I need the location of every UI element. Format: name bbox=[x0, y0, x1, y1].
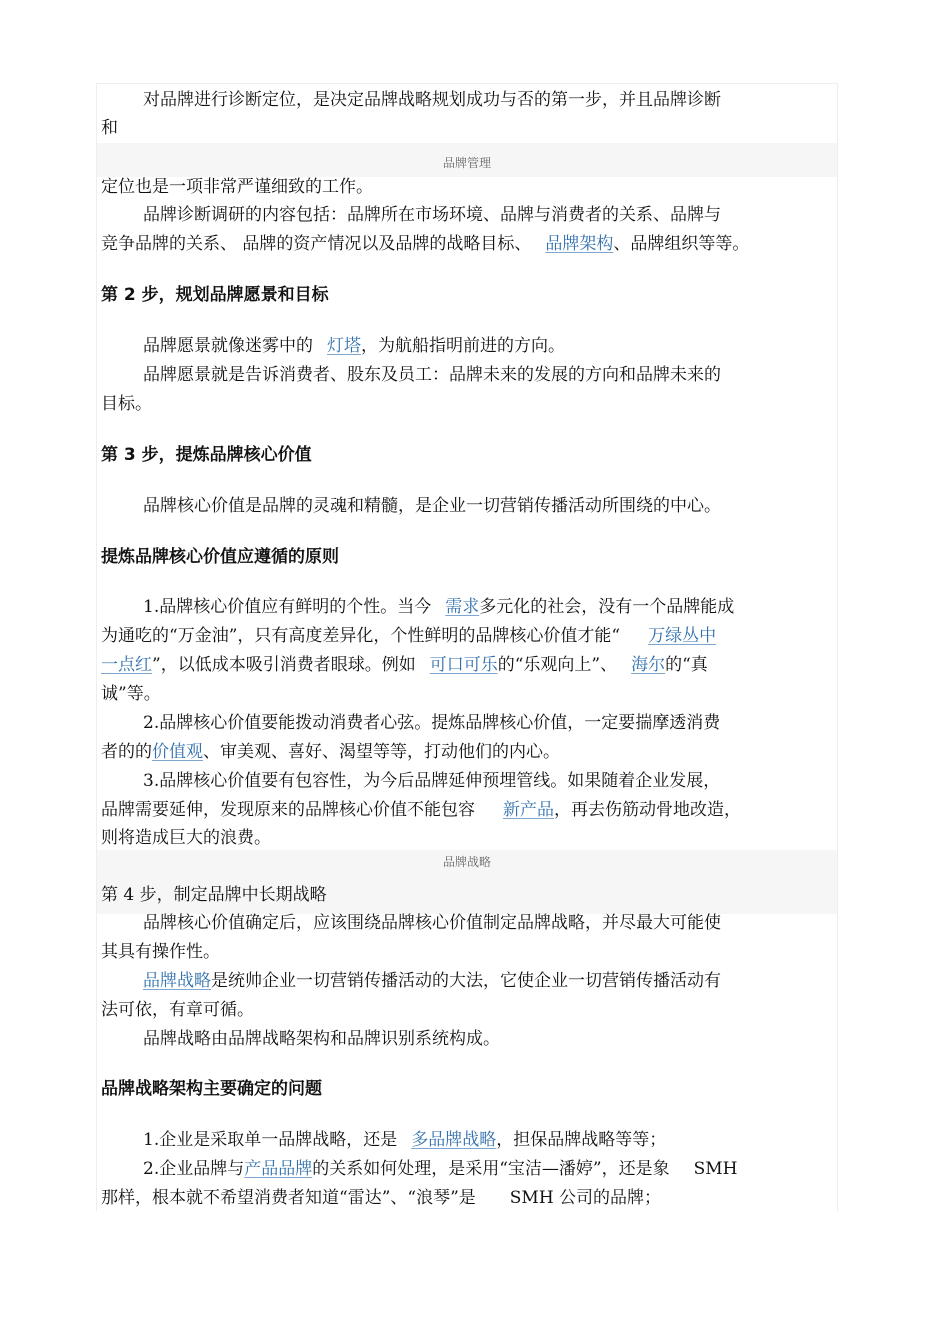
banner-label: 品牌管理 bbox=[442, 156, 491, 170]
para-strategy2-line2 bbox=[101, 998, 254, 1022]
principle-1-line3 bbox=[101, 653, 708, 677]
question-2-line1 bbox=[143, 1157, 738, 1181]
para-strategy2-line1 bbox=[143, 969, 721, 993]
text: 法可依，有章可循。 bbox=[101, 1000, 254, 1020]
principle-3-line3 bbox=[101, 826, 271, 850]
principle-3-line1 bbox=[143, 769, 720, 793]
heading-step-2 bbox=[101, 283, 329, 307]
text: ，担保品牌战略等等； bbox=[496, 1130, 667, 1150]
text: 品牌战略由品牌战略架构和品牌识别系统构成。 bbox=[143, 1029, 500, 1049]
text: 是统帅企业一切营销传播活动的大法，它使企业一切营销传播活动有 bbox=[211, 971, 721, 991]
text: SMH bbox=[693, 1159, 738, 1179]
text: 定位也是一项非常严谨细致的工作。 bbox=[101, 177, 373, 197]
link-brand-strategy[interactable]: 品牌战略 bbox=[143, 971, 211, 991]
text: 1.品牌核心价值应有鲜明的个性。当今 bbox=[143, 597, 432, 617]
text: 的“真 bbox=[665, 655, 708, 675]
heading-architecture-questions bbox=[101, 1077, 322, 1101]
heading-text: 品牌战略架构主要确定的问题 bbox=[101, 1079, 322, 1099]
text: 、审美观、喜好、渴望等等，打动他们的内心。 bbox=[203, 742, 560, 762]
document-page bbox=[96, 83, 838, 1211]
para-diagnosis-line3 bbox=[101, 175, 373, 199]
principle-2-line1 bbox=[143, 711, 720, 735]
text: 1.企业是采取单一品牌战略，还是 bbox=[143, 1130, 398, 1150]
para-strategy-line1 bbox=[143, 911, 721, 935]
heading-principles bbox=[101, 545, 339, 569]
heading-text: 第 3 步，提炼品牌核心价值 bbox=[101, 445, 312, 465]
text: 竞争品牌的关系、 品牌的资产情况以及品牌的战略目标、 bbox=[101, 234, 532, 254]
link-wanlvcongzhong[interactable]: 万绿丛中 bbox=[648, 626, 717, 646]
para-vision2-line1 bbox=[143, 363, 721, 387]
link-lighthouse[interactable]: 灯塔 bbox=[327, 336, 361, 356]
text: 2.品牌核心价值要能拨动消费者心弦。提炼品牌核心价值，一定要揣摩透消费 bbox=[143, 713, 721, 733]
link-yidianhong[interactable]: 一点红 bbox=[101, 655, 152, 675]
principle-1-line2 bbox=[101, 624, 716, 648]
heading-step-4 bbox=[101, 883, 327, 907]
text: 那样，根本就不希望消费者知道“雷达”、“浪琴”是 bbox=[101, 1188, 476, 1208]
para-research-line2 bbox=[101, 232, 749, 256]
text: 和 bbox=[101, 118, 118, 138]
link-brand-architecture[interactable]: 品牌架构 bbox=[545, 234, 614, 254]
question-1 bbox=[143, 1128, 666, 1152]
para-vision-line1 bbox=[143, 334, 565, 358]
text: 诚”等。 bbox=[101, 684, 161, 704]
text: 品牌愿景就是告诉消费者、股东及员工：品牌未来的发展的方向和品牌未来的 bbox=[143, 365, 721, 385]
heading-step-3 bbox=[101, 443, 312, 467]
text: 目标。 bbox=[101, 394, 152, 414]
text: ，再去伤筋动骨地改造， bbox=[554, 800, 741, 820]
principle-3-line2 bbox=[101, 798, 741, 822]
text: 对品牌进行诊断定位，是决定品牌战略规划成功与否的第一步，并且品牌诊断 bbox=[143, 90, 721, 110]
link-values[interactable]: 价值观 bbox=[152, 742, 203, 762]
para-vision2-line2 bbox=[101, 392, 152, 416]
text: 的关系如何处理，是采用“宝洁—潘婷”，还是象 bbox=[312, 1159, 670, 1179]
link-coca-cola[interactable]: 可口可乐 bbox=[429, 655, 498, 675]
heading-text: 提炼品牌核心价值应遵循的原则 bbox=[101, 547, 339, 567]
text: 品牌诊断调研的内容包括：品牌所在市场环境、品牌与消费者的关系、品牌与 bbox=[143, 205, 721, 225]
principle-2-line2 bbox=[101, 740, 560, 764]
text: SMH 公司的品牌； bbox=[509, 1188, 662, 1208]
para-research-line1 bbox=[143, 203, 721, 227]
text: ，为航船指明前进的方向。 bbox=[361, 336, 565, 356]
question-2-line2 bbox=[101, 1186, 661, 1210]
text: 者的的 bbox=[101, 742, 152, 762]
banner-label: 品牌战略 bbox=[442, 855, 491, 869]
text: 则将造成巨大的浪费。 bbox=[101, 828, 271, 848]
text: 为通吃的“万金油”，只有高度差异化，个性鲜明的品牌核心价值才能“ bbox=[101, 626, 621, 646]
para-diagnosis-line1 bbox=[143, 88, 721, 112]
text: 品牌核心价值确定后，应该围绕品牌核心价值制定品牌战略，并尽最大可能使 bbox=[143, 913, 721, 933]
text: 的“乐观向上”、 bbox=[497, 655, 618, 675]
link-demand[interactable]: 需求 bbox=[445, 597, 480, 617]
section-banner-brand-management bbox=[97, 143, 837, 177]
link-multi-brand-strategy[interactable]: 多品牌战略 bbox=[411, 1130, 497, 1150]
text: 、品牌组织等等。 bbox=[613, 234, 750, 254]
text: 3.品牌核心价值要有包容性，为今后品牌延伸预埋管线。如果随着企业发展， bbox=[143, 771, 721, 791]
para-strategy3 bbox=[143, 1027, 500, 1051]
para-strategy-line2 bbox=[101, 940, 220, 964]
text: 2.企业品牌与 bbox=[143, 1159, 245, 1179]
link-product-brand[interactable]: 产品品牌 bbox=[244, 1159, 313, 1179]
text: 多元化的社会，没有一个品牌能成 bbox=[479, 597, 735, 617]
text: 品牌需要延伸，发现原来的品牌核心价值不能包容 bbox=[101, 800, 475, 820]
text: ”，以低成本吸引消费者眼球。例如 bbox=[152, 655, 416, 675]
heading-text: 第 4 步，制定品牌中长期战略 bbox=[101, 885, 327, 905]
principle-1-line1 bbox=[143, 595, 734, 619]
principle-1-line4 bbox=[101, 682, 161, 706]
text: 品牌核心价值是品牌的灵魂和精髓，是企业一切营销传播活动所围绕的中心。 bbox=[143, 496, 721, 516]
text: 其具有操作性。 bbox=[101, 942, 220, 962]
para-core-value bbox=[143, 494, 721, 518]
para-diagnosis-line2 bbox=[101, 116, 118, 140]
link-new-product[interactable]: 新产品 bbox=[503, 800, 554, 820]
link-haier[interactable]: 海尔 bbox=[631, 655, 666, 675]
text: 品牌愿景就像迷雾中的 bbox=[143, 336, 313, 356]
heading-text: 第 2 步，规划品牌愿景和目标 bbox=[101, 285, 329, 305]
